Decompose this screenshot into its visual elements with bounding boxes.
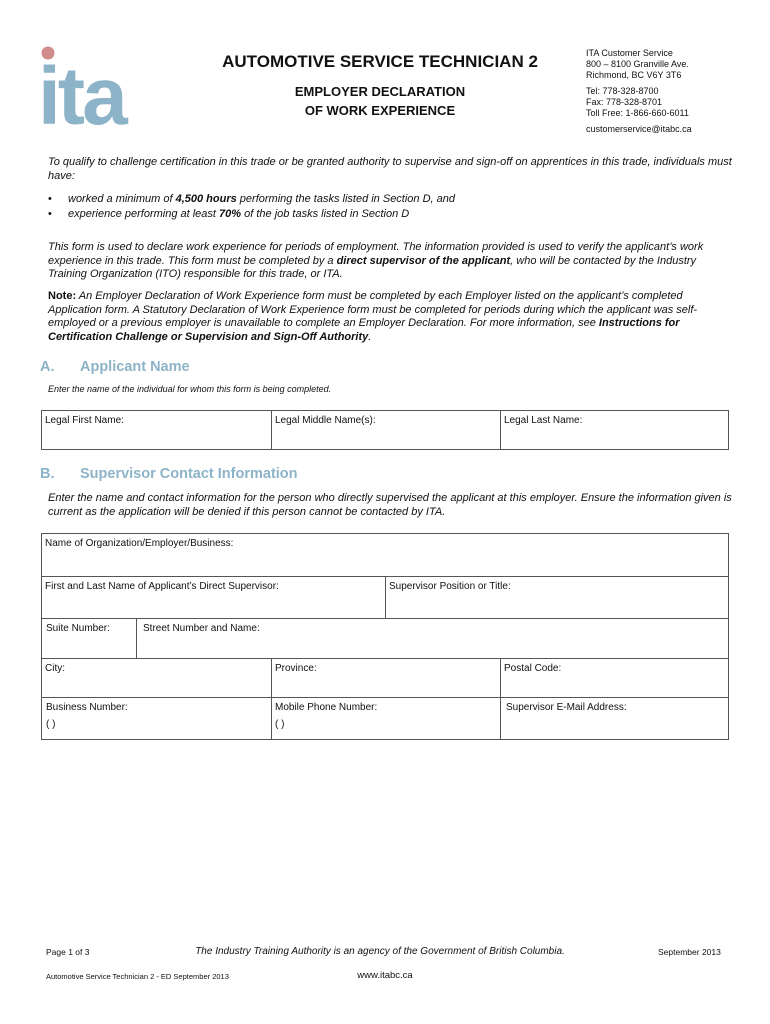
legal-middle-name-field[interactable]: Legal Middle Name(s): <box>271 411 500 449</box>
section-a-title: A. Applicant Name <box>40 359 190 375</box>
section-b-title: B. Supervisor Contact Information <box>40 466 298 482</box>
subtitle-line-2: OF WORK EXPERIENCE <box>304 103 456 118</box>
legal-first-name-field[interactable]: Legal First Name: <box>45 415 124 426</box>
business-number-field[interactable]: Business Number: ( ) <box>42 697 271 739</box>
page-number: Page 1 of 3 <box>46 947 90 957</box>
footer-date: September 2013 <box>658 947 721 957</box>
supervisor-contact-table <box>41 533 729 740</box>
city-field[interactable]: City: <box>42 658 271 697</box>
supervisor-position-field[interactable]: Supervisor Position or Title: <box>385 576 728 618</box>
suite-number-field[interactable]: Suite Number: <box>42 618 136 658</box>
agency-statement: The Industry Training Authority is an agency of the Government of British Columbia. <box>195 946 565 957</box>
subtitle-line-1: EMPLOYER DECLARATION <box>294 84 466 99</box>
organization-name-field[interactable]: Name of Organization/Employer/Business: <box>45 538 234 549</box>
contact-toll-free: Toll Free: 1-866-660-6011 <box>586 108 689 118</box>
form-identifier: Automotive Service Technician 2 - ED September 2013 <box>46 972 229 981</box>
form-title: AUTOMOTIVE SERVICE TECHNICIAN 2 <box>222 52 538 71</box>
requirement-tasks: • experience performing at least 70% of the job tasks listed in Section D <box>48 207 708 222</box>
street-field[interactable]: Street Number and Name: <box>136 618 728 658</box>
legal-last-name-field[interactable]: Legal Last Name: <box>500 411 728 449</box>
postal-code-field[interactable]: Postal Code: <box>500 658 728 697</box>
mobile-phone-field[interactable]: Mobile Phone Number: ( ) <box>271 697 500 739</box>
website-link[interactable]: www.itabc.ca <box>357 970 413 981</box>
note-text: Note: An Employer Declaration of Work Experience form must be completed by each Employer listed on the applicant’s completed Application form. A Statutory Declaration of Work Experience form must be completed for periods during which the applicant was self-employed or a previous employer is unavailable to complete an Employer Declaration. For more information, see Instructions for Certification Challenge or Supervision and Sign-Off Authority. <box>48 290 698 343</box>
applicant-name-table <box>41 410 729 450</box>
contact-address-1: 800 – 8100 Granville Ave. <box>586 59 689 69</box>
logo-text: ita <box>38 51 125 128</box>
section-b-hint: Enter the name and contact information for the person who directly supervised the applicant at this employer. Ensure the information given is current as the application will be denied if this person cannot be contacted by ITA. <box>48 492 732 518</box>
contact-org: ITA Customer Service <box>586 48 673 58</box>
requirements-list <box>48 192 708 222</box>
contact-tel: Tel: 778-328-8700 <box>586 86 659 96</box>
requirement-hours: • worked a minimum of 4,500 hours performing the tasks listed in Section D, and <box>48 192 708 207</box>
business-area-code: ( ) <box>46 719 56 730</box>
mobile-area-code: ( ) <box>275 719 285 730</box>
form-subtitle <box>240 82 520 120</box>
purpose-text: This form is used to declare work experience for periods of employment. The information provided is used to verify the applicant’s work experience in this trade. This form must be completed by a direct supervisor of the applicant, who will be contacted by the Industry Training Organization (ITO) responsible for this trade, or ITA. <box>48 241 704 280</box>
contact-email[interactable]: customerservice@itabc.ca <box>586 124 692 134</box>
supervisor-email-field[interactable]: Supervisor E-Mail Address: <box>500 697 728 739</box>
contact-block <box>586 48 692 135</box>
supervisor-name-field[interactable]: First and Last Name of Applicant’s Direct Supervisor: <box>42 576 385 618</box>
contact-fax: Fax: 778-328-8701 <box>586 97 663 107</box>
section-a-hint: Enter the name of the individual for whom this form is being completed. <box>48 384 332 394</box>
contact-address-2: Richmond, BC V6Y 3T6 <box>586 70 682 80</box>
intro-text: To qualify to challenge certification in this trade or be granted authority to supervise and sign-off on apprentices in this trade, individuals must have: <box>48 156 732 182</box>
province-field[interactable]: Province: <box>271 658 500 697</box>
ita-logo <box>38 44 150 128</box>
